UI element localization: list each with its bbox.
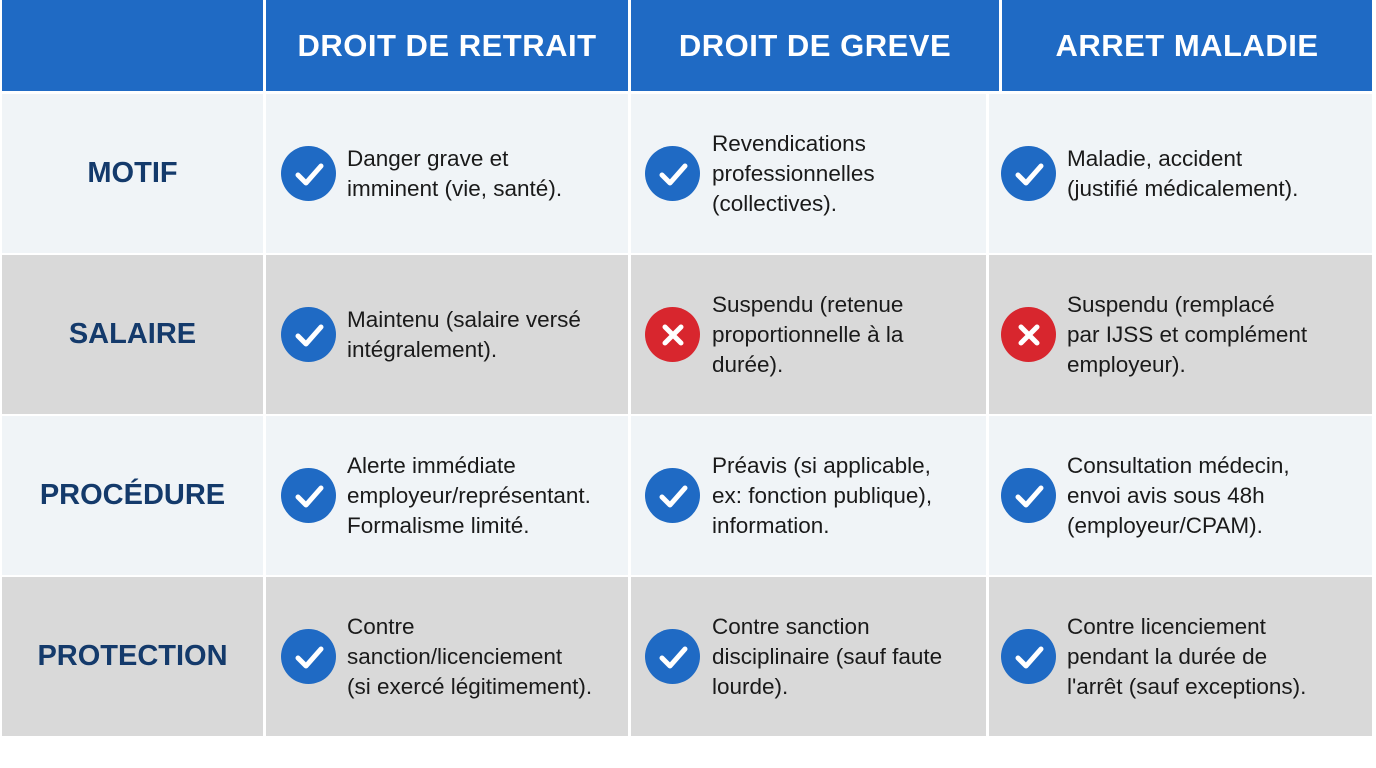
cell-text [712, 577, 982, 736]
table-row-procedure [2, 416, 1372, 575]
check-icon [1001, 146, 1056, 201]
table-cell [266, 416, 628, 575]
table-cell [989, 577, 1372, 736]
cell-text-content: Contre licenciement pendant la durée de l'arrêt (sauf exceptions). [1067, 613, 1307, 699]
row-label-procedure: PROCÉDURE [2, 416, 263, 575]
cell-text [347, 255, 624, 414]
table-row-protection [2, 577, 1372, 736]
cell-text [1067, 577, 1368, 736]
table-cell [989, 416, 1372, 575]
cell-text [1067, 255, 1368, 414]
cell-text-content: Maintenu (salaire versé intégralement). [347, 306, 581, 362]
check-icon [645, 146, 700, 201]
check-icon [281, 629, 336, 684]
header-droit-de-retrait: DROIT DE RETRAIT [266, 0, 628, 91]
table-cell [631, 577, 986, 736]
header-droit-de-greve: DROIT DE GREVE [631, 0, 999, 91]
cell-text [712, 255, 982, 414]
check-icon [645, 468, 700, 523]
row-label-salaire: SALAIRE [2, 255, 263, 414]
cell-text-content: Préavis (si applicable, ex: fonction publique), information. [712, 452, 933, 538]
table-cell [266, 577, 628, 736]
header-row [2, 0, 1372, 91]
cell-text-content: Alerte immédiate employeur/représentant. Formalisme limité. [347, 452, 591, 538]
cross-icon [645, 307, 700, 362]
table-cell [266, 94, 628, 253]
check-icon [281, 146, 336, 201]
table-cell [989, 255, 1372, 414]
check-icon [281, 307, 336, 362]
cross-icon [1001, 307, 1056, 362]
cell-text-content: Suspendu (retenue proportionnelle à la durée). [712, 291, 904, 377]
table-cell [989, 94, 1372, 253]
cell-text-content: Consultation médecin, envoi avis sous 48h (employeur/CPAM). [1067, 452, 1290, 538]
table-cell [266, 255, 628, 414]
cell-text [712, 94, 982, 253]
cell-text-content: Contre sanction disciplinaire (sauf faute lourde). [712, 613, 943, 699]
table-row-salaire [2, 255, 1372, 414]
table-cell [631, 255, 986, 414]
cell-text-content: Danger grave et imminent (vie, santé). [347, 145, 563, 201]
cell-text [347, 577, 624, 736]
cell-text-content: Contre sanction/licenciement (si exercé légitimement). [347, 613, 593, 699]
table-row-motif [2, 94, 1372, 253]
cell-text-content: Maladie, accident (justifié médicalement). [1067, 145, 1299, 201]
row-label-protection: PROTECTION [2, 577, 263, 736]
check-icon [1001, 468, 1056, 523]
table-cell [631, 416, 986, 575]
cell-text [1067, 416, 1368, 575]
header-corner [2, 0, 263, 91]
check-icon [645, 629, 700, 684]
cell-text [347, 94, 624, 253]
check-icon [281, 468, 336, 523]
header-arret-maladie: ARRET MALADIE [1002, 0, 1372, 91]
comparison-table [2, 0, 1372, 734]
cell-text [712, 416, 982, 575]
check-icon [1001, 629, 1056, 684]
cell-text [1067, 94, 1368, 253]
cell-text [347, 416, 624, 575]
cell-text-content: Suspendu (remplacé par IJSS et complément employeur). [1067, 291, 1308, 377]
table-cell [631, 94, 986, 253]
cell-text-content: Revendications professionnelles (collectives). [712, 130, 875, 216]
row-label-motif: MOTIF [2, 94, 263, 253]
